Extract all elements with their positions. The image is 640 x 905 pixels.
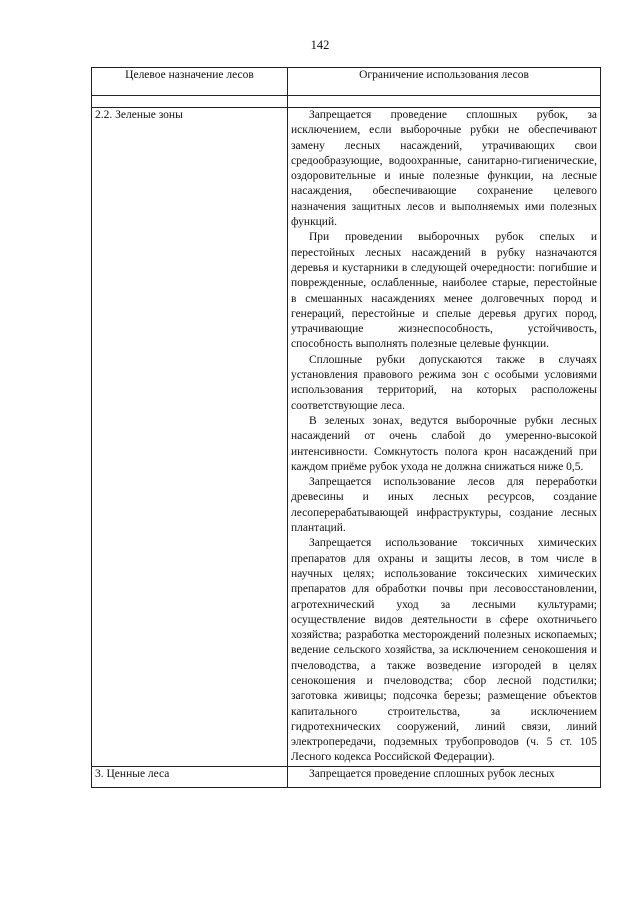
restriction-paragraph: Запрещается проведение сплошных рубок, за исключением, если выборочные рубки не обеспечивают замену лесных насаждений, утрачивающих свои средообразующие, водоохранные, санитарно-гигиенические, оздоровительные и иные полезные функции, на лесные насаждения, обеспечивающие сохранение целевого назначения защитных лесов и выполняемых ими полезных функций. — [291, 109, 597, 229]
row-category: 3. Ценные леса — [92, 766, 288, 787]
table-row — [92, 766, 601, 787]
restriction-paragraph: Сплошные рубки допускаются также в случаях установления правового режима зон с особыми условиями использования территорий, на которых расположены соответствующие леса. — [291, 353, 597, 412]
restriction-paragraph: Запрещается использование лесов для переработки древесины и иных лесных ресурсов, создание лесоперерабатывающей инфраструктуры, создание лесных плантаций. — [291, 476, 597, 535]
row-restrictions — [288, 766, 601, 787]
restriction-paragraph: В зеленых зонах, ведутся выборочные рубки лесных насаждений от очень слабой до умеренно-высокой интенсивности. Сомкнутость полога крон насаждений при каждом приёме рубок ухода не должна снижаться ниже 0,5. — [291, 414, 597, 473]
page-number: 142 — [310, 38, 330, 52]
table-row — [92, 108, 601, 767]
forest-restrictions-table — [91, 67, 601, 788]
table-header-row — [92, 68, 601, 96]
restriction-paragraph: Запрещается проведение сплошных рубок лесных — [309, 767, 555, 780]
header-purpose: Целевое назначение лесов — [92, 68, 288, 96]
row-category: 2.2. Зеленые зоны — [92, 108, 288, 767]
restriction-paragraph: Запрещается использование токсичных химических препаратов для охраны и защиты лесов, в том числе в научных целях; использование токсических химических препаратов для обработки почвы при лесовосстановлении, агротехнический уход за лесными культурами; осуществление видов деятельности в сфере охотничьего хозяйства; разработка месторождений полезных ископаемых; ведение сельского хозяйства, за исключением сенокошения и пчеловодства, а также возведение изгородей в целях сенокошения и пчеловодства; сбор лесной подстилки; заготовка живицы; подсочка березы; размещение объектов капитального строительства, за исключением гидротехнических сооружений, линий связи, линий электропередачи, подземных трубопроводов (ч. 5 ст. 105 Лесного кодекса Российской Федерации). — [291, 537, 597, 764]
restriction-paragraph: При проведении выборочных рубок спелых и перестойных лесных насаждений в рубку назначаются деревья и кустарники в следующей очередности: погибшие и поврежденные, ослабленные, наиболее старые, перестойные в смешанных насаждениях менее долговечных пород и генераций, перестойные и спелые деревья других пород, утрачивающие жизнеспособность, устойчивость, способность выполнять полезные целевые функции. — [291, 231, 597, 351]
header-restrictions: Ограничение использования лесов — [288, 68, 601, 96]
row-restrictions — [288, 108, 601, 767]
table-spacer-row — [92, 96, 601, 108]
